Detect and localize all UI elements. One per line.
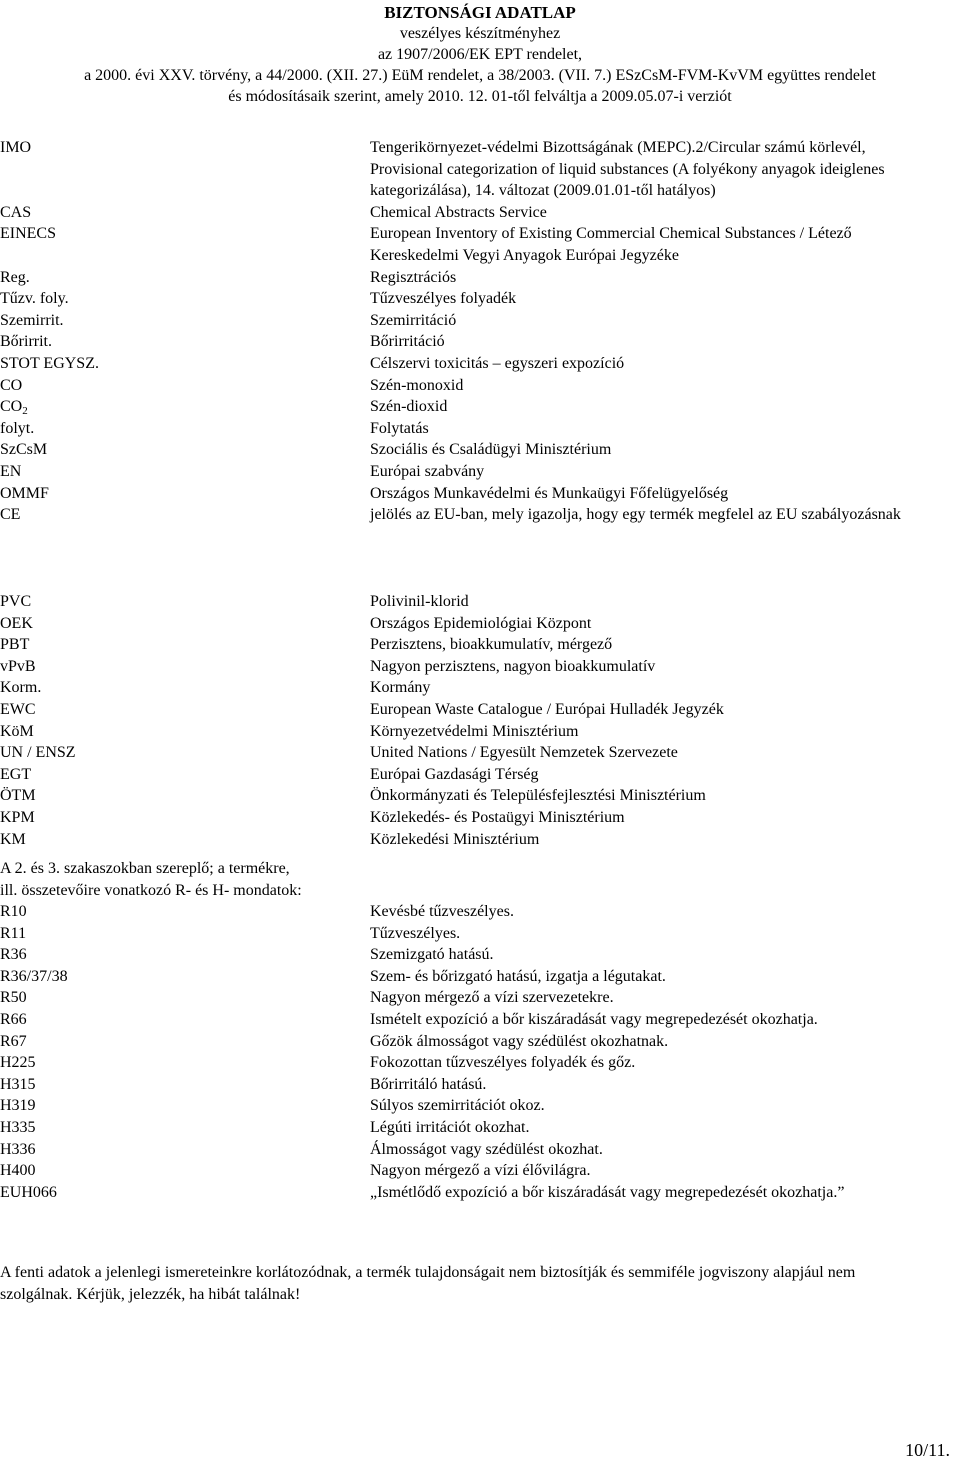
list-item (0, 764, 960, 786)
list-item (0, 987, 960, 1009)
list-item (0, 137, 960, 202)
abbreviation-text: Reg. (0, 268, 30, 286)
definition: Szemizgató hatású. (370, 946, 494, 964)
definition: Bőrirritáció (370, 333, 445, 351)
abbreviation (0, 202, 31, 224)
abbreviation (0, 699, 36, 721)
definition: Súlyos szemirritációt okoz. (370, 1097, 545, 1115)
header-line: veszélyes készítményhez (399, 25, 561, 42)
abbreviation (0, 461, 21, 483)
abbreviation (0, 483, 49, 505)
abbreviation-text: vPvB (0, 657, 36, 675)
list-item (0, 353, 960, 375)
definition: Fokozottan tűzveszélyes folyadék és gőz. (370, 1054, 636, 1072)
abbreviation-text: Bőrirrit. (0, 333, 52, 351)
list-item (0, 785, 960, 807)
abbreviation (0, 1009, 27, 1031)
abbreviation (0, 901, 27, 923)
list-item (0, 634, 960, 656)
abbreviation-text: UN / ENSZ (0, 744, 76, 762)
definition: Kormány (370, 679, 431, 697)
definition: European Waste Catalogue / Európai Hulladék Jegyzék (370, 700, 724, 718)
abbreviation (0, 396, 28, 418)
definition: Szociális és Családügyi Minisztérium (370, 441, 612, 459)
abbreviation-text: PBT (0, 636, 30, 654)
list-item (0, 439, 960, 461)
definition: Regisztrációs (370, 268, 457, 286)
abbreviation-text: OEK (0, 614, 33, 632)
abbreviation-text: H319 (0, 1097, 36, 1115)
abbreviation-text: R36 (0, 946, 27, 964)
list-item (0, 202, 960, 224)
list-item (0, 396, 960, 418)
abbreviation (0, 1182, 57, 1204)
list-item (0, 461, 960, 483)
list-item (0, 375, 960, 397)
list-item (0, 483, 960, 505)
list-item (0, 699, 960, 721)
abbreviation-text: CO (0, 398, 23, 416)
list-item (0, 613, 960, 635)
definition: Közlekedés- és Postaügyi Minisztérium (370, 808, 625, 826)
header-line: az 1907/2006/EK EPT rendelet, (377, 46, 583, 63)
list-item (0, 1074, 960, 1096)
abbreviation (0, 966, 68, 988)
abbreviation-text: KPM (0, 808, 35, 826)
hazard-phrase-list (0, 901, 960, 1203)
list-item (0, 331, 960, 353)
definition: Tűzveszélyes. (370, 924, 461, 942)
abbreviation-text: Tűzv. foly. (0, 290, 69, 308)
abbreviation-text: KöM (0, 722, 34, 740)
definition: Európai szabvány (370, 462, 485, 480)
page-number: 10/11. (905, 1440, 950, 1460)
definition: Szemirritáció (370, 311, 457, 329)
abbreviation (0, 375, 22, 397)
definition: Célszervi toxicitás – egyszeri expozíció (370, 354, 625, 372)
definition: Önkormányzati és Településfejlesztési Minisztérium (370, 787, 706, 805)
definition: Ismételt expozíció a bőr kiszáradását vagy megrepedezését okozhatja. (370, 1010, 818, 1028)
definition: Álmosságot vagy szédülést okozhat. (370, 1140, 603, 1158)
definition: Európai Gazdasági Térség (370, 765, 539, 783)
list-item (0, 1009, 960, 1031)
definition: Bőrirritáló hatású. (370, 1075, 487, 1093)
definition: Gőzök álmosságot vagy szédülést okozhatnak. (370, 1032, 669, 1050)
abbreviation (0, 987, 27, 1009)
abbreviation-text: R36/37/38 (0, 967, 68, 985)
phrases-intro-line: A 2. és 3. szakaszokban szereplő; a termékre, (0, 860, 290, 877)
list-item (0, 923, 960, 945)
abbreviation-text: EGT (0, 765, 32, 783)
abbreviation-text: H315 (0, 1075, 36, 1093)
abbreviation-text: EWC (0, 700, 36, 718)
abbreviation (0, 1117, 36, 1139)
list-item (0, 966, 960, 988)
definition: Szén-monoxid (370, 376, 464, 394)
list-item (0, 310, 960, 332)
abbreviation-text: EN (0, 462, 22, 480)
abbreviation (0, 923, 26, 945)
abbreviation (0, 1095, 36, 1117)
list-item (0, 418, 960, 440)
abbreviation-list-1 (0, 137, 960, 526)
abbreviation-text: OMMF (0, 484, 49, 502)
definition: European Inventory of Existing Commercial Chemical Substances / Létező Kereskedelmi Vegyi Anyagok Európai Jegyzéke (370, 225, 852, 264)
header-line: és módosításaik szerint, amely 2010. 12. 01-től felváltja a 2009.05.07-i verziót (228, 88, 732, 105)
abbreviation-text: CO (0, 376, 23, 394)
abbreviation-text: EINECS (0, 225, 56, 243)
abbreviation (0, 1074, 36, 1096)
abbreviation (0, 288, 69, 310)
abbreviation (0, 439, 47, 461)
abbreviation-text: H225 (0, 1054, 36, 1072)
abbreviation (0, 137, 31, 159)
abbreviation (0, 591, 31, 613)
list-item (0, 656, 960, 678)
abbreviation (0, 353, 99, 375)
abbreviation (0, 310, 64, 332)
definition: Polivinil-klorid (370, 593, 469, 610)
definition: „Ismétlődő expozíció a bőr kiszáradását vagy megrepedezését okozhatja.” (370, 1183, 845, 1201)
abbreviation-text: SzCsM (0, 441, 48, 459)
definition: Tűzveszélyes folyadék (370, 290, 517, 308)
definition: Nagyon mérgező a vízi élővilágra. (370, 1162, 591, 1180)
abbreviation-text: R50 (0, 989, 27, 1007)
abbreviation-text: CE (0, 506, 21, 524)
definition: Országos Epidemiológiai Központ (370, 614, 592, 632)
abbreviation (0, 742, 76, 764)
abbreviation-text: EUH066 (0, 1183, 57, 1201)
abbreviation (0, 223, 56, 245)
abbreviation-text: CAS (0, 203, 32, 221)
abbreviation-text: KM (0, 830, 26, 848)
abbreviation (0, 829, 26, 851)
definition: Közlekedési Minisztérium (370, 830, 540, 848)
abbreviation-text: H400 (0, 1162, 36, 1180)
definition: United Nations / Egyesült Nemzetek Szervezete (370, 744, 678, 762)
list-item (0, 591, 960, 613)
list-item (0, 1182, 960, 1204)
abbreviation (0, 807, 35, 829)
abbreviation (0, 656, 36, 678)
list-item (0, 721, 960, 743)
abbreviation-text: H336 (0, 1140, 36, 1158)
abbreviation (0, 764, 31, 786)
definition: Folytatás (370, 419, 429, 437)
list-item (0, 504, 960, 526)
phrases-intro-line: ill. összetevőire vonatkozó R- és H- mondatok: (0, 881, 302, 899)
definition: Nagyon perzisztens, nagyon bioakkumulatív (370, 657, 656, 675)
abbreviation (0, 1052, 36, 1074)
list-item (0, 1031, 960, 1053)
abbreviation-text: STOT EGYSZ. (0, 354, 99, 372)
definition: Kevésbé tűzveszélyes. (370, 903, 514, 920)
list-item (0, 742, 960, 764)
list-item (0, 267, 960, 289)
disclaimer: A fenti adatok a jelenlegi ismereteinkre korlátozódnak, a termék tulajdonságait nem biztosítják és semmiféle jogviszony alapjául nem szolgálnak. Kérjük, jelezzék, ha hibát találnak! (0, 1264, 856, 1303)
definition: Nagyon mérgező a vízi szervezetekre. (370, 989, 614, 1007)
abbreviation-text: R11 (0, 924, 27, 942)
abbreviation-text: PVC (0, 593, 32, 610)
abbreviation (0, 267, 30, 289)
abbreviation-text: H335 (0, 1118, 36, 1136)
definition: jelölés az EU-ban, mely igazolja, hogy egy termék megfelel az EU szabályozásnak (370, 506, 901, 524)
document-title: BIZTONSÁGI ADATLAP (384, 3, 576, 22)
abbreviation (0, 418, 34, 440)
abbreviation (0, 331, 52, 353)
list-item (0, 1160, 960, 1182)
definition: Szem- és bőrizgató hatású, izgatja a légutakat. (370, 967, 666, 985)
document-header (0, 2, 960, 107)
list-item (0, 807, 960, 829)
subscript: 2 (22, 405, 28, 418)
abbreviation (0, 1160, 36, 1182)
list-item (0, 288, 960, 310)
list-item (0, 223, 960, 266)
definition: Perzisztens, bioakkumulatív, mérgező (370, 636, 613, 654)
list-item (0, 677, 960, 699)
definition: Tengerikörnyezet-védelmi Bizottságának (MEPC).2/Circular számú körlevél, Provisional categorization of liquid substances (A folyékony anyagok ideiglenes kategorizálása), 14. változat (2009.01.01-től hatályos) (370, 139, 885, 200)
definition: Légúti irritációt okozhat. (370, 1118, 530, 1136)
abbreviation-text: Korm. (0, 679, 42, 697)
definition: Országos Munkavédelmi és Munkaügyi Főfelügyelőség (370, 484, 729, 502)
abbreviation-list-2 (0, 591, 960, 850)
abbreviation (0, 504, 20, 526)
abbreviation-text: Szemirrit. (0, 311, 64, 329)
list-item (0, 1095, 960, 1117)
list-item (0, 829, 960, 851)
list-item (0, 901, 960, 923)
abbreviation (0, 1139, 36, 1161)
abbreviation (0, 944, 27, 966)
definition: Szén-dioxid (370, 398, 448, 416)
abbreviation-text: R66 (0, 1010, 27, 1028)
abbreviation (0, 785, 36, 807)
list-item (0, 1139, 960, 1161)
abbreviation (0, 677, 41, 699)
definition: Környezetvédelmi Minisztérium (370, 722, 579, 740)
abbreviation-text: R10 (0, 903, 27, 920)
list-item (0, 1117, 960, 1139)
header-line: a 2000. évi XXV. törvény, a 44/2000. (XII. 27.) EüM rendelet, a 38/2003. (VII. 7.) ESzCsM-FVM-KvVM együttes rendelet (84, 67, 876, 84)
abbreviation-text: folyt. (0, 419, 35, 437)
abbreviation (0, 1031, 27, 1053)
abbreviation (0, 613, 33, 635)
abbreviation (0, 721, 34, 743)
abbreviation-text: R67 (0, 1032, 27, 1050)
abbreviation-text: IMO (0, 139, 32, 156)
list-item (0, 944, 960, 966)
abbreviation (0, 634, 29, 656)
list-item (0, 1052, 960, 1074)
definition: Chemical Abstracts Service (370, 203, 547, 221)
abbreviation-text: ÖTM (0, 787, 36, 805)
phrases-intro (0, 858, 302, 901)
